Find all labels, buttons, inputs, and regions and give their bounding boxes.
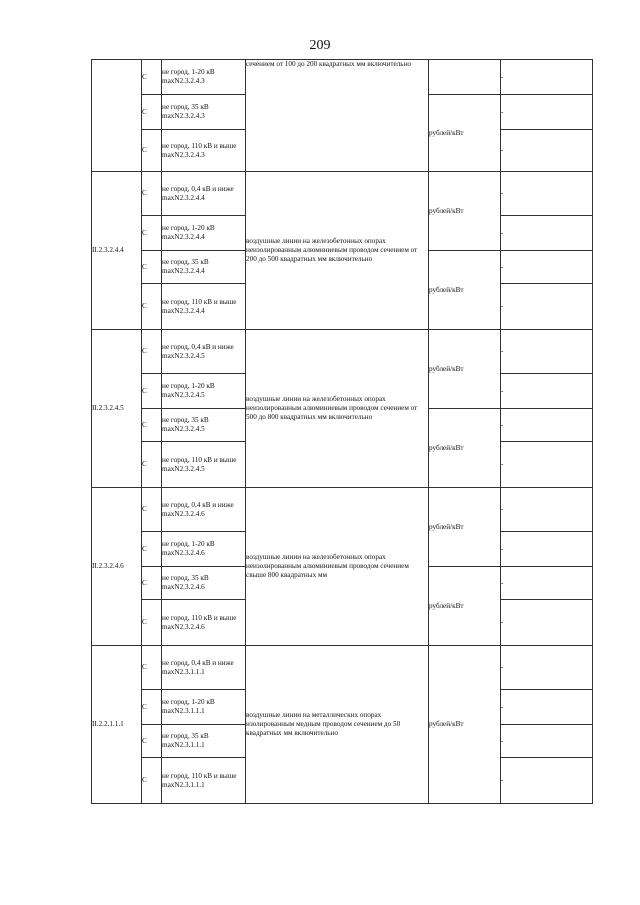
voltage-level-cell: не город, 1-20 кВ maxN2.3.1.1.1 bbox=[162, 690, 246, 725]
value-cell: - bbox=[501, 600, 593, 646]
category-cell: С bbox=[142, 172, 162, 216]
row-code: II.2.3.2.4.4 bbox=[92, 172, 142, 330]
voltage-level-cell: не город, 0,4 кВ и ниже maxN2.3.1.1.1 bbox=[162, 646, 246, 690]
category-cell: С bbox=[142, 60, 162, 95]
category-cell: С bbox=[142, 725, 162, 758]
table-row bbox=[92, 172, 593, 216]
category-cell: С bbox=[142, 488, 162, 532]
voltage-level-cell: не город, 0,4 кВ и ниже maxN2.3.2.4.6 bbox=[162, 488, 246, 532]
value-cell: - bbox=[501, 442, 593, 488]
category-cell: С bbox=[142, 216, 162, 251]
row-code: II.2.3.2.4.5 bbox=[92, 330, 142, 488]
voltage-level-cell: не город, 1-20 кВ maxN2.3.2.4.6 bbox=[162, 532, 246, 567]
value-cell: - bbox=[501, 330, 593, 374]
value-cell: - bbox=[501, 690, 593, 725]
value-cell: - bbox=[501, 130, 593, 172]
value-cell: - bbox=[501, 60, 593, 95]
value-cell: - bbox=[501, 374, 593, 409]
line-description: воздушные линии на металлических опорах изолированным медным проводом сечением до 50 квадратных мм включительно bbox=[246, 646, 429, 804]
value-cell: - bbox=[501, 532, 593, 567]
voltage-level-cell: не город, 35 кВ maxN2.3.2.4.4 bbox=[162, 251, 246, 284]
unit-cell: рублей/кВт bbox=[429, 488, 501, 567]
value-cell: - bbox=[501, 172, 593, 216]
value-cell: - bbox=[501, 646, 593, 690]
voltage-level-cell: не город, 110 кВ и выше maxN2.3.1.1.1 bbox=[162, 758, 246, 804]
unit-cell: рублей/кВт bbox=[429, 409, 501, 488]
category-cell: С bbox=[142, 600, 162, 646]
value-cell: - bbox=[501, 409, 593, 442]
row-code: II.2.3.2.4.6 bbox=[92, 488, 142, 646]
category-cell: С bbox=[142, 374, 162, 409]
voltage-level-cell: не город, 35 кВ maxN2.3.2.4.6 bbox=[162, 567, 246, 600]
unit-cell: рублей/кВт bbox=[429, 251, 501, 330]
voltage-level-cell: не город, 0,4 кВ и ниже maxN2.3.2.4.4 bbox=[162, 172, 246, 216]
value-cell: - bbox=[501, 725, 593, 758]
line-description: воздушные линии на железобетонных опорах неизолированным алюминиевым проводом сечением от 500 до 800 квадратных мм включительно bbox=[246, 330, 429, 488]
voltage-level-cell: не город, 1-20 кВ maxN2.3.2.4.5 bbox=[162, 374, 246, 409]
voltage-level-cell: не город, 1-20 кВ maxN2.3.2.4.4 bbox=[162, 216, 246, 251]
category-cell: С bbox=[142, 532, 162, 567]
table-row bbox=[92, 488, 593, 532]
category-cell: С bbox=[142, 646, 162, 690]
page-number: 209 bbox=[309, 38, 331, 53]
unit-cell: рублей/кВт bbox=[429, 330, 501, 409]
value-cell: - bbox=[501, 284, 593, 330]
category-cell: С bbox=[142, 251, 162, 284]
category-cell: С bbox=[142, 284, 162, 330]
value-cell: - bbox=[501, 488, 593, 532]
line-description: воздушные линии на железобетонных опорах неизолированным алюминиевым проводом сечением от 200 до 500 квадратных мм включительно bbox=[246, 172, 429, 330]
voltage-level-cell: не город, 0,4 кВ и ниже maxN2.3.2.4.5 bbox=[162, 330, 246, 374]
category-cell: С bbox=[142, 330, 162, 374]
voltage-level-cell: не город, 110 кВ и выше maxN2.3.2.4.4 bbox=[162, 284, 246, 330]
line-description: сечением от 100 до 200 квадратных мм включительно bbox=[246, 60, 429, 172]
category-cell: С bbox=[142, 567, 162, 600]
category-cell: С bbox=[142, 690, 162, 725]
value-cell: - bbox=[501, 95, 593, 130]
category-cell: С bbox=[142, 758, 162, 804]
voltage-level-cell: не город, 35 кВ maxN2.3.2.4.5 bbox=[162, 409, 246, 442]
value-cell: - bbox=[501, 251, 593, 284]
category-cell: С bbox=[142, 95, 162, 130]
unit-cell bbox=[429, 60, 501, 95]
voltage-level-cell: не город, 35 кВ maxN2.3.2.4.3 bbox=[162, 95, 246, 130]
voltage-level-cell: не город, 110 кВ и выше maxN2.3.2.4.6 bbox=[162, 600, 246, 646]
voltage-level-cell: не город, 110 кВ и выше maxN2.3.2.4.5 bbox=[162, 442, 246, 488]
row-code bbox=[92, 60, 142, 172]
table-row bbox=[92, 60, 593, 95]
unit-cell: рублей/кВт bbox=[429, 172, 501, 251]
value-cell: - bbox=[501, 758, 593, 804]
row-code: II.2.2.1.1.1 bbox=[92, 646, 142, 804]
category-cell: С bbox=[142, 442, 162, 488]
unit-cell: рублей/кВт bbox=[429, 646, 501, 804]
tariff-table bbox=[91, 59, 593, 804]
value-cell: - bbox=[501, 567, 593, 600]
line-description: воздушные линии на железобетонных опорах неизолированным алюминиевым проводом сечением свыше 800 квадратных мм bbox=[246, 488, 429, 646]
category-cell: С bbox=[142, 130, 162, 172]
table-row bbox=[92, 646, 593, 690]
unit-cell: рублей/кВт bbox=[429, 95, 501, 172]
voltage-level-cell: не город, 35 кВ maxN2.3.1.1.1 bbox=[162, 725, 246, 758]
voltage-level-cell: не город, 110 кВ и выше maxN2.3.2.4.3 bbox=[162, 130, 246, 172]
table-row bbox=[92, 330, 593, 374]
voltage-level-cell: не город, 1-20 кВ maxN2.3.2.4.3 bbox=[162, 60, 246, 95]
category-cell: С bbox=[142, 409, 162, 442]
unit-cell: рублей/кВт bbox=[429, 567, 501, 646]
value-cell: - bbox=[501, 216, 593, 251]
